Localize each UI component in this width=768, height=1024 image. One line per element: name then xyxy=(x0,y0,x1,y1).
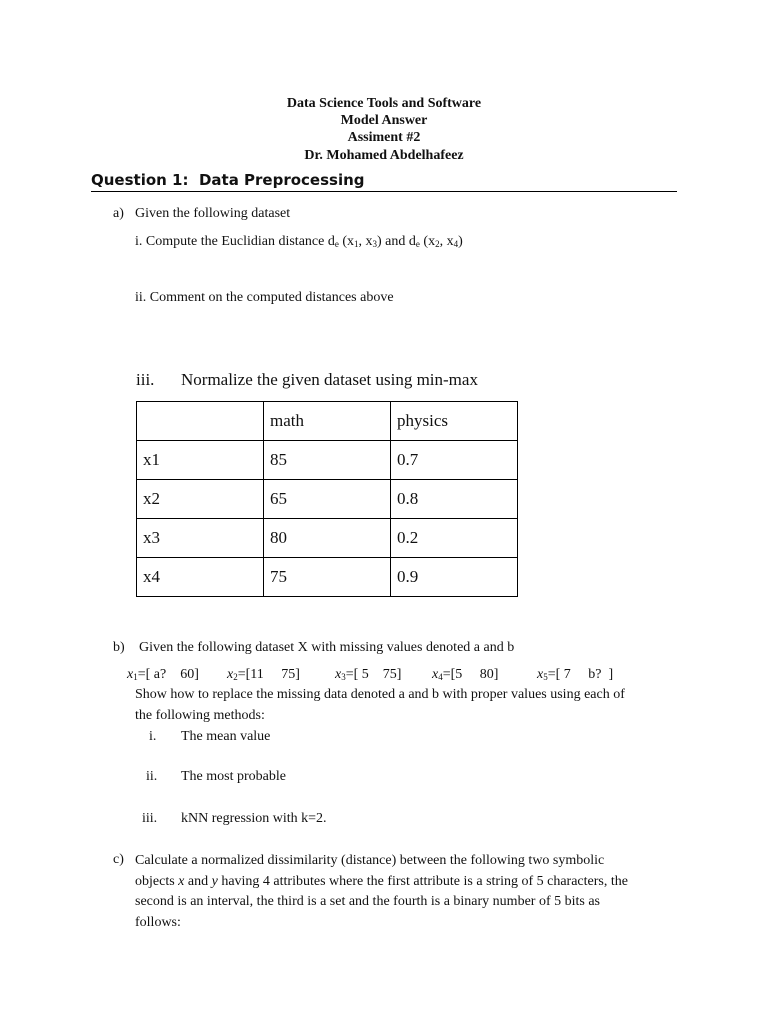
part-a-text: Given the following dataset xyxy=(135,206,291,221)
assignment-number: Assiment #2 xyxy=(347,130,421,145)
part-a-marker: a) xyxy=(113,206,124,221)
part-c-line-3: second is an interval, the third is a set and the fourth is a binary number of 5 bits as xyxy=(135,894,601,909)
vector-x3: $x_3=$[ 5 75] xyxy=(335,667,402,682)
part-b-instruction-line-2: the following methods: xyxy=(135,708,265,723)
table-cell: 0.7 xyxy=(391,441,518,480)
table-header-cell: physics xyxy=(391,402,518,441)
part-b-text: Given the following dataset X with missing values denoted a and b xyxy=(139,640,515,655)
vector-x1: $x_1=$[ a? 60] xyxy=(127,667,199,682)
method-1-marker: i. xyxy=(149,729,157,744)
table-header-row xyxy=(137,402,518,441)
part-a-item-3-marker: iii. xyxy=(136,370,155,389)
item-marker: i. xyxy=(135,234,143,249)
table-row xyxy=(137,480,518,519)
part-a-item-1 xyxy=(135,233,463,250)
question-1-heading xyxy=(91,171,677,192)
part-a-item-3-text: Normalize the given dataset using min-max xyxy=(181,370,478,389)
item-marker: ii. xyxy=(135,290,147,305)
part-c-line-4: follows: xyxy=(135,914,181,930)
part-a-item-2 xyxy=(135,289,394,306)
table-cell: 0.9 xyxy=(391,558,518,597)
part-c-paragraph xyxy=(135,851,677,933)
method-3-text: kNN regression with k=2. xyxy=(181,811,327,826)
table-cell: x3 xyxy=(137,519,264,558)
part-c-marker: c) xyxy=(113,852,124,867)
table-row xyxy=(137,558,518,597)
instructor-name: Dr. Mohamed Abdelhafeez xyxy=(304,148,464,163)
table-cell: 75 xyxy=(264,558,391,597)
vector-x2: $x_2=[11$ 75] xyxy=(227,667,300,682)
table-cell: 65 xyxy=(264,480,391,519)
table-row xyxy=(137,519,518,558)
document-subtitle: Model Answer xyxy=(340,113,428,128)
method-1-text: The mean value xyxy=(181,729,271,744)
table-cell: x4 xyxy=(137,558,264,597)
part-c-line-2: objects x and y having 4 attributes where the first attribute is a string of 5 characters, the xyxy=(135,873,628,889)
method-3-marker: iii. xyxy=(142,811,158,826)
table-cell: 85 xyxy=(264,441,391,480)
item-text: Comment on the computed distances above xyxy=(149,290,394,305)
dataset-table xyxy=(136,401,518,597)
item-text: Compute the Euclidian distance $d_e$ ($x_1$, $x_3$) and $d_e$ ($x_2$, $x_4$) xyxy=(145,234,463,249)
table-row xyxy=(137,441,518,480)
vector-x4: $x_4=[5$ 80] xyxy=(432,667,499,682)
table-header-cell: math xyxy=(264,402,391,441)
table-cell: x1 xyxy=(137,441,264,480)
part-b-marker: b) xyxy=(113,640,125,655)
table-cell: 80 xyxy=(264,519,391,558)
table-cell: 0.2 xyxy=(391,519,518,558)
part-c-line-1: Calculate a normalized dissimilarity (distance) between the following two symbolic xyxy=(135,853,605,868)
method-2-marker: ii. xyxy=(146,769,158,784)
method-2-text: The most probable xyxy=(181,769,286,784)
question-title: Data Preprocessing xyxy=(198,171,365,189)
vector-x5: $x_5=$[ 7 b? ] xyxy=(537,667,614,682)
table-header-cell xyxy=(137,402,264,441)
table-cell: 0.8 xyxy=(391,480,518,519)
table-cell: x2 xyxy=(137,480,264,519)
course-title: Data Science Tools and Software xyxy=(286,96,482,111)
part-b-instruction-line-1: Show how to replace the missing data denoted a and b with proper values using each of xyxy=(135,687,625,702)
question-number: Question 1: xyxy=(91,171,189,189)
